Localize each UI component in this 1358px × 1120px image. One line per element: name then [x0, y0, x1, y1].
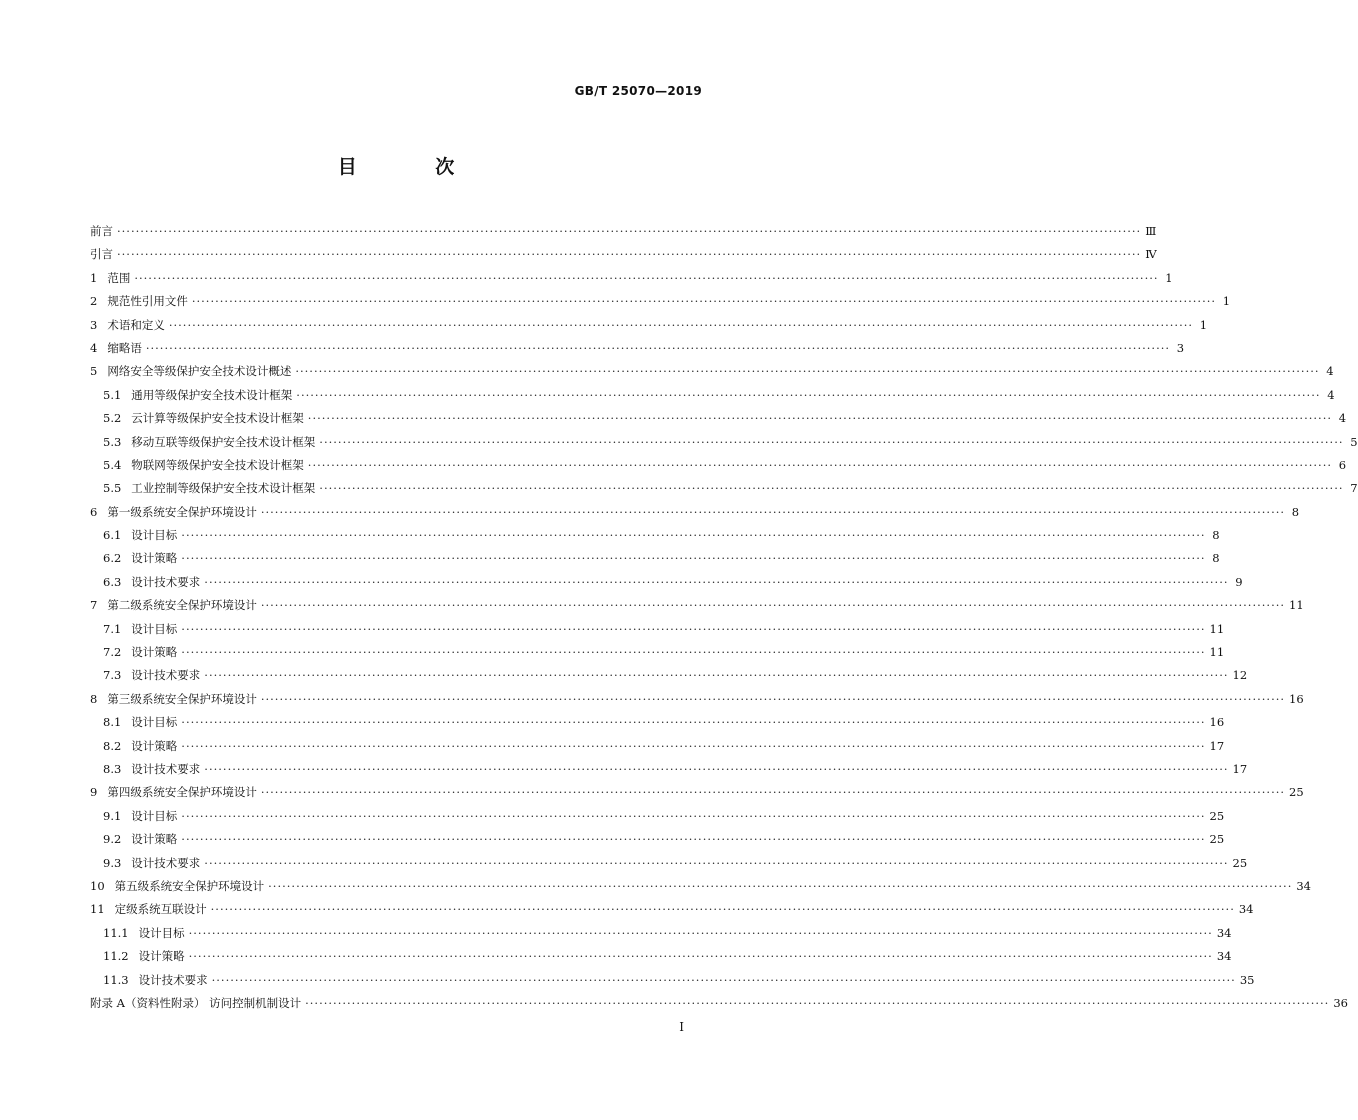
toc-dot-leader: ···························································································································································································································· [210, 902, 1235, 917]
toc-entry-number: 7.3 [103, 668, 122, 683]
toc-dot-leader: ···························································································································································································································· [188, 925, 1213, 940]
toc-entry-text: 设计技术要求 [131, 668, 201, 683]
toc-entry-page: 17 [1232, 761, 1248, 776]
toc-entry-label [103, 618, 177, 641]
toc-entry-number: 2 [90, 294, 98, 309]
toc-entry-label [90, 337, 142, 360]
toc-dot-leader: ···························································································································································································································· [191, 294, 1217, 309]
toc-entry-label [103, 945, 185, 968]
toc-entry-page: 25 [1232, 855, 1248, 870]
toc-entry[interactable] [90, 571, 1243, 594]
toc-entry-number: 11.3 [103, 972, 129, 987]
toc-entry-number: 1 [90, 270, 98, 285]
toc-entry-label [103, 454, 304, 477]
toc-dot-leader: ···························································································································································································································· [211, 972, 1236, 987]
toc-entry-number: 8 [90, 691, 98, 706]
toc-entry-text: 物联网等级保护安全技术设计框架 [131, 457, 304, 472]
toc-entry-number: 4 [90, 340, 98, 355]
toc-entry-page: 7 [1350, 481, 1358, 496]
toc-entry[interactable] [90, 547, 1220, 570]
toc-dot-leader: ···························································································································································································································· [181, 551, 1206, 566]
toc-entry-page: 6 [1338, 457, 1347, 472]
toc-entry-label [103, 571, 200, 594]
toc-entry-text: 设计目标 [131, 808, 178, 823]
toc-entry-label [103, 524, 177, 547]
toc-entry-label [103, 431, 315, 454]
toc-entry-number: 10 [90, 878, 105, 893]
toc-entry-label [103, 852, 200, 875]
toc-entry[interactable] [90, 220, 1157, 243]
toc-entry-page: Ⅲ [1145, 224, 1157, 238]
toc-entry-label [90, 267, 130, 290]
toc-entry-label [103, 641, 177, 664]
toc-entry-text: 引言 [90, 247, 113, 262]
toc-entry-label [90, 781, 257, 804]
toc-entry[interactable] [90, 852, 1248, 875]
toc-entry-text: 设计策略 [138, 949, 185, 964]
toc-dot-leader: ···························································································································································································································· [117, 247, 1142, 262]
toc-entry-text: 设计策略 [131, 645, 178, 660]
toc-entry-number: 9 [90, 785, 98, 800]
toc-entry-label [103, 664, 200, 687]
toc-entry-number: 11.2 [103, 949, 129, 964]
toc-entry-page: 1 [1165, 270, 1173, 285]
toc-entry-label [90, 875, 264, 898]
toc-entry[interactable] [90, 992, 1348, 1015]
toc-entry[interactable] [90, 758, 1248, 781]
toc-entry-label [90, 243, 113, 266]
toc-entry-page: 25 [1289, 785, 1304, 800]
toc-entry-number: 8.3 [103, 761, 122, 776]
toc-entry[interactable] [90, 664, 1248, 687]
toc-entry-page: 8 [1212, 528, 1220, 543]
toc-entry-label [90, 992, 301, 1015]
toc-entry-text: 第四级系统安全保护环境设计 [107, 785, 257, 800]
toc-dot-leader: ···························································································································································································································· [181, 528, 1206, 543]
toc-entry[interactable] [90, 267, 1173, 290]
toc-entry[interactable] [90, 805, 1225, 828]
toc-entry-text: 设计策略 [131, 738, 178, 753]
toc-dot-leader: ···························································································································································································································· [260, 504, 1286, 519]
toc-entry-number: 5.2 [103, 411, 122, 426]
toc-entry-page: 11 [1209, 645, 1225, 660]
toc-dot-leader: ···························································································································································································································· [305, 995, 1330, 1010]
toc-entry[interactable] [90, 688, 1304, 711]
toc-dot-leader: ···························································································································································································································· [295, 364, 1320, 379]
toc-entry[interactable] [90, 407, 1347, 430]
toc-entry-label [103, 969, 208, 992]
toc-entry-page: 8 [1212, 551, 1220, 566]
toc-entry-page: 5 [1350, 434, 1358, 449]
toc-entry-number: 9.1 [103, 808, 122, 823]
toc-entry[interactable] [90, 243, 1157, 266]
toc-entry-page: 36 [1333, 995, 1348, 1010]
page-folio: Ⅰ [679, 1020, 684, 1034]
toc-dot-leader: ···························································································································································································································· [145, 340, 1171, 355]
toc-entry[interactable] [90, 781, 1304, 804]
toc-entry-text: 第五级系统安全保护环境设计 [114, 878, 265, 893]
toc-entry-page: 34 [1238, 902, 1254, 917]
toc-entry-page: 4 [1327, 387, 1335, 402]
toc-dot-leader: ···························································································································································································································· [117, 224, 1142, 238]
toc-entry-label [90, 594, 257, 617]
toc-entry-text: 规范性引用文件 [107, 294, 188, 309]
toc-entry-label [103, 922, 185, 945]
toc-entry-number: 6.1 [103, 528, 122, 543]
toc-entry-number: 7.1 [103, 621, 122, 636]
toc-entry[interactable] [90, 735, 1225, 758]
toc-dot-leader: ···························································································································································································································· [260, 598, 1286, 613]
toc-entry-page: 34 [1296, 878, 1311, 893]
toc-entry-label [103, 758, 200, 781]
toc-entry-number: 8.1 [103, 715, 122, 730]
toc-entry-page: 25 [1209, 808, 1225, 823]
toc-entry-page: Ⅳ [1145, 247, 1157, 262]
toc-entry-number: 9.2 [103, 832, 122, 847]
toc-entry-label [103, 805, 177, 828]
toc-entry-text: 移动互联等级保护安全技术设计框架 [131, 434, 316, 449]
toc-entry-text: 通用等级保护安全技术设计框架 [131, 387, 293, 402]
toc-entry[interactable] [90, 524, 1220, 547]
toc-entry-page: 1 [1199, 317, 1208, 332]
toc-entry-text: 设计技术要求 [138, 972, 208, 987]
toc-entry-number: 6 [90, 504, 98, 519]
toc-dot-leader: ···························································································································································································································· [181, 808, 1206, 823]
toc-entry[interactable] [90, 922, 1232, 945]
toc-entry-number: 5.4 [103, 457, 122, 472]
toc-dot-leader: ···························································································································································································································· [319, 434, 1344, 449]
toc-dot-leader: ···························································································································································································································· [181, 832, 1206, 847]
toc-dot-leader: ···························································································································································································································· [188, 949, 1213, 964]
toc-entry-text: 第三级系统安全保护环境设计 [107, 691, 257, 706]
toc-entry[interactable] [90, 360, 1334, 383]
table-of-contents [90, 220, 1358, 1015]
toc-entry-label [103, 735, 177, 758]
toc-entry-text: 设计目标 [138, 925, 185, 940]
toc-dot-leader: ···························································································································································································································· [307, 457, 1333, 472]
toc-entry-label [90, 220, 113, 243]
toc-dot-leader: ···························································································································································································································· [181, 621, 1206, 636]
toc-entry-text: 缩略语 [107, 340, 142, 355]
toc-entry-number: 5 [90, 364, 98, 379]
toc-entry-text: 设计策略 [131, 551, 178, 566]
toc-dot-leader: ···························································································································································································································· [204, 855, 1229, 870]
toc-entry-text: 第一级系统安全保护环境设计 [107, 504, 257, 519]
toc-entry-page: 35 [1239, 972, 1255, 987]
toc-entry-label [103, 477, 315, 500]
toc-entry[interactable] [90, 314, 1208, 337]
toc-entry-label [103, 407, 304, 430]
page-title: 目 次 [337, 156, 491, 178]
toc-entry-text: 前言 [90, 224, 113, 238]
toc-entry-page: 9 [1235, 574, 1243, 589]
toc-entry-text: 设计目标 [131, 715, 178, 730]
toc-entry-label [90, 360, 291, 383]
toc-entry-page: 16 [1289, 691, 1304, 706]
toc-entry-text: 附录 A（资料性附录） 访问控制机制设计 [90, 995, 302, 1010]
toc-entry-text: 术语和定义 [107, 317, 165, 332]
toc-dot-leader: ···························································································································································································································· [181, 715, 1206, 730]
toc-entry-page: 25 [1209, 832, 1225, 847]
toc-entry-text: 设计技术要求 [131, 761, 201, 776]
toc-entry-page: 16 [1209, 715, 1225, 730]
toc-entry-text: 设计技术要求 [131, 855, 201, 870]
toc-dot-leader: ···························································································································································································································· [296, 387, 1321, 402]
toc-entry-number: 7.2 [103, 645, 122, 660]
toc-entry-text: 设计目标 [131, 621, 178, 636]
toc-dot-leader: ···························································································································································································································· [307, 411, 1333, 426]
toc-entry-label [103, 384, 292, 407]
toc-dot-leader: ···························································································································································································································· [204, 761, 1229, 776]
toc-entry-page: 11 [1209, 621, 1225, 636]
toc-entry-page: 3 [1176, 340, 1185, 355]
toc-dot-leader: ···························································································································································································································· [260, 691, 1286, 706]
toc-entry-text: 设计目标 [131, 528, 178, 543]
toc-entry-number: 7 [90, 598, 98, 613]
toc-entry[interactable] [90, 828, 1225, 851]
toc-entry-label [90, 688, 257, 711]
toc-entry[interactable] [90, 501, 1300, 524]
toc-entry-text: 设计技术要求 [131, 574, 201, 589]
toc-entry[interactable] [90, 618, 1225, 641]
toc-dot-leader: ···························································································································································································································· [181, 738, 1206, 753]
toc-dot-leader: ···························································································································································································································· [168, 317, 1194, 332]
toc-entry-label [103, 711, 177, 734]
toc-entry-page: 8 [1291, 504, 1300, 519]
toc-entry-number: 5.1 [103, 387, 122, 402]
toc-entry-label [103, 547, 177, 570]
toc-entry-text: 网络安全等级保护安全技术设计概述 [107, 364, 292, 379]
toc-entry-text: 定级系统互联设计 [114, 902, 207, 917]
toc-entry-page: 34 [1216, 925, 1232, 940]
toc-entry-text: 范围 [107, 270, 131, 285]
toc-dot-leader: ···························································································································································································································· [204, 668, 1229, 683]
toc-entry-label [103, 828, 177, 851]
toc-entry[interactable] [90, 431, 1358, 454]
toc-entry[interactable] [90, 711, 1225, 734]
toc-entry-number: 6.3 [103, 574, 122, 589]
toc-entry[interactable] [90, 969, 1255, 992]
toc-entry-page: 17 [1209, 738, 1225, 753]
toc-dot-leader: ···························································································································································································································· [260, 785, 1286, 800]
toc-entry-number: 8.2 [103, 738, 122, 753]
toc-dot-leader: ···························································································································································································································· [181, 645, 1206, 660]
toc-entry-label [90, 501, 257, 524]
toc-entry-page: 1 [1222, 294, 1231, 309]
toc-entry-page: 12 [1232, 668, 1248, 683]
toc-entry[interactable] [90, 477, 1358, 500]
toc-entry-text: 工业控制等级保护安全技术设计框架 [131, 481, 316, 496]
toc-entry-number: 9.3 [103, 855, 122, 870]
toc-entry[interactable] [90, 384, 1335, 407]
toc-entry-number: 3 [90, 317, 98, 332]
toc-dot-leader: ···························································································································································································································· [268, 878, 1293, 893]
toc-entry-number: 5.5 [103, 481, 122, 496]
toc-entry[interactable] [90, 337, 1185, 360]
toc-entry[interactable] [90, 454, 1347, 477]
toc-entry[interactable] [90, 290, 1231, 313]
toc-entry[interactable] [90, 945, 1232, 968]
toc-entry-text: 云计算等级保护安全技术设计框架 [131, 411, 304, 426]
toc-entry-text: 设计策略 [131, 832, 178, 847]
toc-entry-number: 11 [90, 902, 105, 917]
toc-entry-page: 11 [1289, 598, 1304, 613]
toc-entry-label [90, 314, 165, 337]
toc-entry[interactable] [90, 875, 1311, 898]
toc-entry-label [90, 290, 188, 313]
toc-entry-page: 4 [1338, 411, 1347, 426]
toc-entry-number: 6.2 [103, 551, 122, 566]
toc-entry[interactable] [90, 898, 1254, 921]
toc-entry[interactable] [90, 641, 1225, 664]
toc-entry-page: 4 [1326, 364, 1334, 379]
toc-entry-number: 5.3 [103, 434, 122, 449]
toc-entry[interactable] [90, 594, 1304, 617]
standard-code: GB/T 25070—2019 [574, 84, 702, 98]
toc-entry-page: 34 [1216, 949, 1232, 964]
toc-entry-number: 11.1 [103, 925, 129, 940]
toc-dot-leader: ···························································································································································································································· [319, 481, 1344, 496]
toc-entry-label [90, 898, 207, 921]
toc-dot-leader: ···························································································································································································································· [204, 574, 1229, 589]
toc-dot-leader: ···························································································································································································································· [134, 270, 1159, 285]
toc-entry-text: 第二级系统安全保护环境设计 [107, 598, 257, 613]
